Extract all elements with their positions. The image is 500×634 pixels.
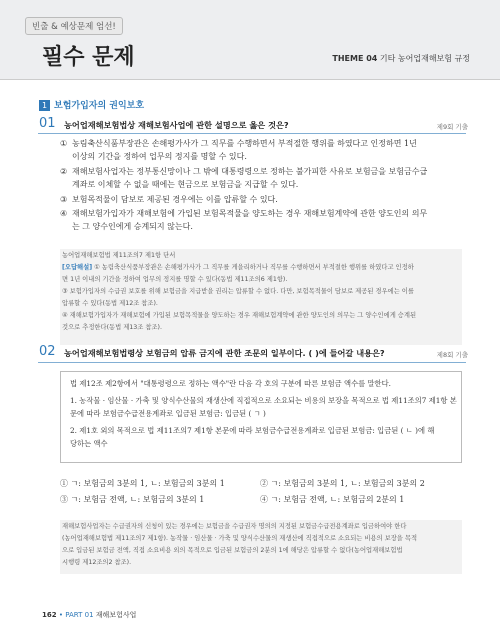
explanation-line: 으로 입금된 보험금 전액, 직접 소요비용 외의 목적으로 입금된 보험금의 2분의 1에 해당은 압류할 수 없다(농어업재해보험법 xyxy=(62,547,403,554)
statute-line: 당하는 액수 xyxy=(70,439,108,448)
theme-title: 기타 농어업재해보험 규정 xyxy=(379,54,470,63)
page-footer: 162 • PART 01 재해보험사업 xyxy=(42,611,137,619)
section-heading xyxy=(39,98,144,111)
theme-label xyxy=(332,53,470,64)
page-title: 필수 문제 xyxy=(42,45,135,70)
answer-line: [오답해설] ① 농림축산식품부장관은 손해평가사가 그 직무를 게을리하거나 직무를 수행하면서 부적절한 행위를 하였다고 인정하 xyxy=(62,264,414,271)
answer-line: 면 1년 이내의 기간을 정하여 업무의 정지를 명할 수 있다(동법 제11조의6 제1항). xyxy=(62,276,288,283)
answer-line: ④ 재해보험가입자가 재해보험에 가입된 보험목적물을 양도하는 경우 재해보험계약에 관한 양도인의 의무는 그 양수인에게 승계된 xyxy=(62,312,417,319)
answer-line: 것으로 추정한다(동법 제13조 참조). xyxy=(62,324,163,331)
footer-chapter: 재해보험사업 xyxy=(95,611,137,619)
question-1-answer-box xyxy=(60,249,462,345)
answer-line: ③ 보험가입자의 수급권 보호를 위해 보험금을 지급받을 권리는 압류할 수 없다. 다만, 보험목적물이 담보로 제공된 경우에는 이를 xyxy=(62,288,414,295)
statute-line: 법 제12조 제2항에서 "대통령령으로 정하는 액수"란 다음 각 호의 구분에 따른 보험금 액수를 말한다. xyxy=(70,379,391,388)
theme-number: THEME 04 xyxy=(332,54,378,63)
question-2-divider xyxy=(38,362,466,363)
question-1-divider xyxy=(38,133,466,134)
explanation-line: (농어업재해보험법 제11조의7 제1항). 농작물 · 임산물 · 가축 및 양식수산물의 재생산에 직접적으로 소요되는 비용의 보장을 목적 xyxy=(62,535,418,542)
section-number: 1 xyxy=(39,100,50,111)
question-2-answer-box xyxy=(60,520,462,574)
question-1-option-3: ③ 보험목적물이 담보로 제공된 경우에는 이를 압류할 수 있다. xyxy=(60,195,278,204)
question-2-number: 02 xyxy=(39,344,56,359)
question-1-number: 01 xyxy=(39,116,56,131)
question-1-option-1: ① 농림축산식품부장관은 손해평가사가 그 직무를 수행하면서 부적절한 행위를 하였다고 인정하면 1년 이상의 기간을 정하여 업무의 정지를 명할 수 있다. xyxy=(60,139,417,161)
explanation-line: 시행령 제12조의2 참조). xyxy=(62,559,132,566)
question-1-source: 제9회 기출 xyxy=(436,123,468,131)
statute-line: 2. 제1호 외의 목적으로 법 제11조의7 제1항 본문에 따라 보험금수급전용계좌로 입금된 보험금: 입금된 ( ㄴ )에 해 xyxy=(70,426,435,435)
explanation-line: 재해보험사업자는 수급권자의 신청이 있는 경우에는 보험금을 수급권자 명의의 지정된 보험금수급전용계좌로 입금하여야 한다 xyxy=(62,523,407,530)
section-tag: 빈출 & 예상문제 엄선! xyxy=(25,17,123,35)
question-2-choice-2: ② ㄱ: 보험금의 3분의 1, ㄴ: 보험금의 3분의 2 xyxy=(260,479,425,488)
question-1-option-2: ② 재해보험사업자는 정부통신망이나 그 밖에 대통령령으로 정하는 불가피한 사유로 보험금을 보험금수급 계좌로 이체할 수 없을 때에는 현금으로 보험금을 지급할 수 있다. xyxy=(60,167,428,189)
statute-line: 문에 따라 보험금수급전용계좌로 입금된 보험금: 입금된 ( ㄱ ) xyxy=(70,409,266,418)
section-title: 보험가입자의 권익보호 xyxy=(54,101,145,111)
footer-part: PART 01 xyxy=(65,611,94,619)
question-2-statute-box xyxy=(60,371,462,463)
question-1-text: 농어업재해보험법상 재해보험사업에 관한 설명으로 옳은 것은? xyxy=(64,120,289,130)
question-2-text: 농어업재해보험법령상 보험금의 압류 금지에 관한 조문의 일부이다. ( )에 들어갈 내용은? xyxy=(64,348,385,358)
question-2-choice-4: ④ ㄱ: 보험금 전액, ㄴ: 보험금의 2분의 1 xyxy=(260,495,405,504)
question-1-option-4: ④ 재해보험가입자가 재해보험에 가입된 보험목적물을 양도하는 경우 재해보험계약에 관한 양도인의 의무 는 그 양수인에게 승계되지 않는다. xyxy=(60,209,428,231)
answer-line: 압류할 수 있다(동법 제12조 참조). xyxy=(62,300,158,307)
answer-line: 농어업재해보험법 제11조의7 제1항 단서 xyxy=(62,252,176,259)
question-2-source: 제8회 기출 xyxy=(436,351,468,359)
header-divider xyxy=(0,79,500,80)
question-2-choice-1: ① ㄱ: 보험금의 3분의 1, ㄴ: 보험금의 3분의 1 xyxy=(60,479,225,488)
page-number: 162 xyxy=(42,611,57,619)
statute-line: 1. 농작물 · 임산물 · 가축 및 양식수산물의 재생산에 직접적으로 소요되는 비용의 보장을 목적으로 법 제11조의7 제1항 본 xyxy=(70,396,457,405)
question-2-choice-3: ③ ㄱ: 보험금 전액, ㄴ: 보험금의 3분의 1 xyxy=(60,495,205,504)
